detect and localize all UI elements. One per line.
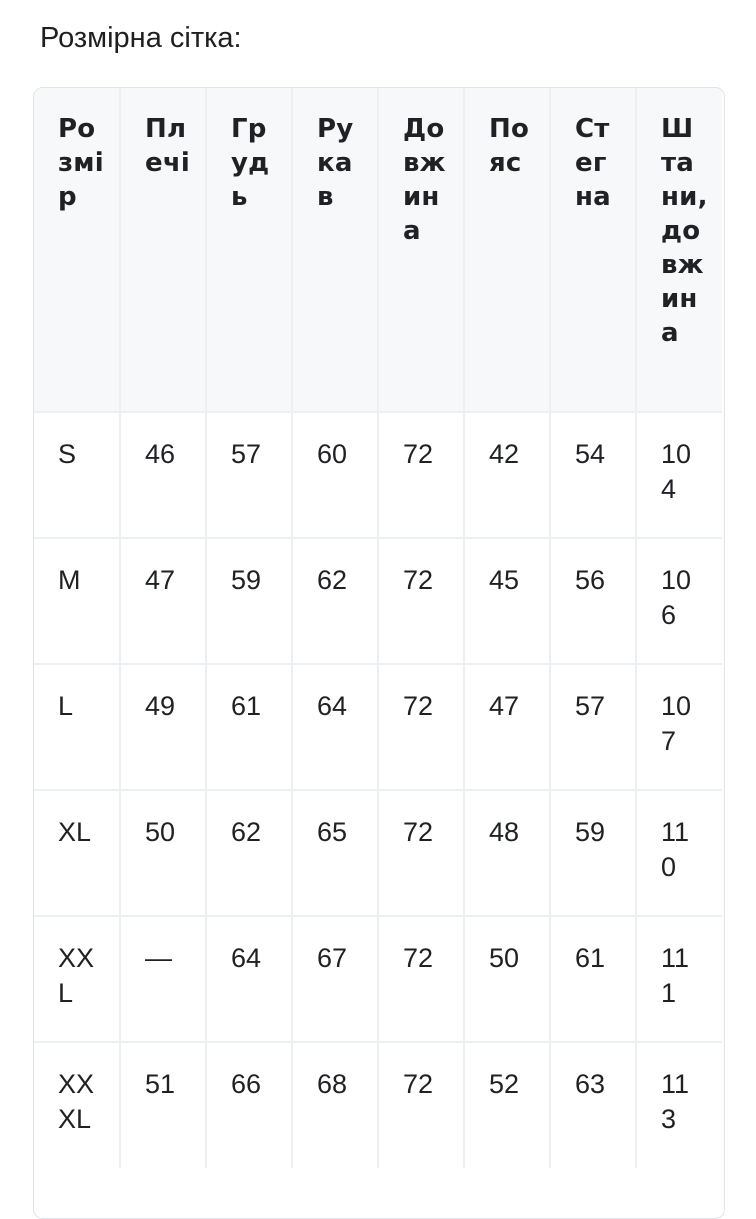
- table-cell: 72: [378, 412, 464, 538]
- table-row: [34, 790, 722, 916]
- table-cell: 66: [206, 1042, 292, 1168]
- table-cell: L: [34, 664, 120, 790]
- table-cell: 110: [636, 790, 722, 916]
- table-cell: 54: [550, 412, 636, 538]
- table-cell: 62: [292, 538, 378, 664]
- table-cell: 72: [378, 790, 464, 916]
- table-cell: M: [34, 538, 120, 664]
- table-row: [34, 1042, 722, 1168]
- column-header-waist: Пояс: [464, 88, 550, 412]
- table-header-row: [34, 88, 722, 412]
- table-cell: 107: [636, 664, 722, 790]
- table-cell: S: [34, 412, 120, 538]
- table-cell: 65: [292, 790, 378, 916]
- table-cell: 106: [636, 538, 722, 664]
- table-cell: 72: [378, 538, 464, 664]
- table-row: [34, 538, 722, 664]
- size-chart-table: [34, 88, 722, 1168]
- table-cell: 59: [206, 538, 292, 664]
- table-cell: 51: [120, 1042, 206, 1168]
- table-cell: 42: [464, 412, 550, 538]
- table-cell: —: [120, 916, 206, 1042]
- table-cell: 57: [206, 412, 292, 538]
- table-cell: 61: [206, 664, 292, 790]
- table-cell: 47: [120, 538, 206, 664]
- table-cell: 59: [550, 790, 636, 916]
- table-cell: 57: [550, 664, 636, 790]
- page-title: Розмірна сітка:: [40, 22, 242, 54]
- table-cell: 52: [464, 1042, 550, 1168]
- table-cell: 56: [550, 538, 636, 664]
- table-cell: 47: [464, 664, 550, 790]
- table-cell: 64: [292, 664, 378, 790]
- column-header-sleeve: Рукав: [292, 88, 378, 412]
- column-header-length: Довжина: [378, 88, 464, 412]
- table-cell: 72: [378, 664, 464, 790]
- table-cell: 60: [292, 412, 378, 538]
- table-cell: 50: [120, 790, 206, 916]
- table-cell: XXXL: [34, 1042, 120, 1168]
- column-header-shoulders: Плечі: [120, 88, 206, 412]
- table-row: [34, 664, 722, 790]
- table-cell: 45: [464, 538, 550, 664]
- column-header-hips: Стегна: [550, 88, 636, 412]
- table-row: [34, 412, 722, 538]
- size-chart-table-container: [33, 87, 725, 1219]
- table-cell: 49: [120, 664, 206, 790]
- table-cell: 72: [378, 916, 464, 1042]
- column-header-size: Розмір: [34, 88, 120, 412]
- table-cell: XL: [34, 790, 120, 916]
- table-cell: 63: [550, 1042, 636, 1168]
- table-cell: 48: [464, 790, 550, 916]
- table-cell: 104: [636, 412, 722, 538]
- table-cell: 50: [464, 916, 550, 1042]
- table-cell: 68: [292, 1042, 378, 1168]
- table-cell: 62: [206, 790, 292, 916]
- column-header-pants-length: Штани, довжина: [636, 88, 722, 412]
- table-cell: 46: [120, 412, 206, 538]
- table-cell: 72: [378, 1042, 464, 1168]
- table-row: [34, 916, 722, 1042]
- table-cell: XXL: [34, 916, 120, 1042]
- table-cell: 111: [636, 916, 722, 1042]
- table-cell: 113: [661, 1069, 690, 1134]
- table-cell: 61: [550, 916, 636, 1042]
- table-cell: 67: [292, 916, 378, 1042]
- table-cell: 64: [206, 916, 292, 1042]
- column-header-chest: Грудь: [206, 88, 292, 412]
